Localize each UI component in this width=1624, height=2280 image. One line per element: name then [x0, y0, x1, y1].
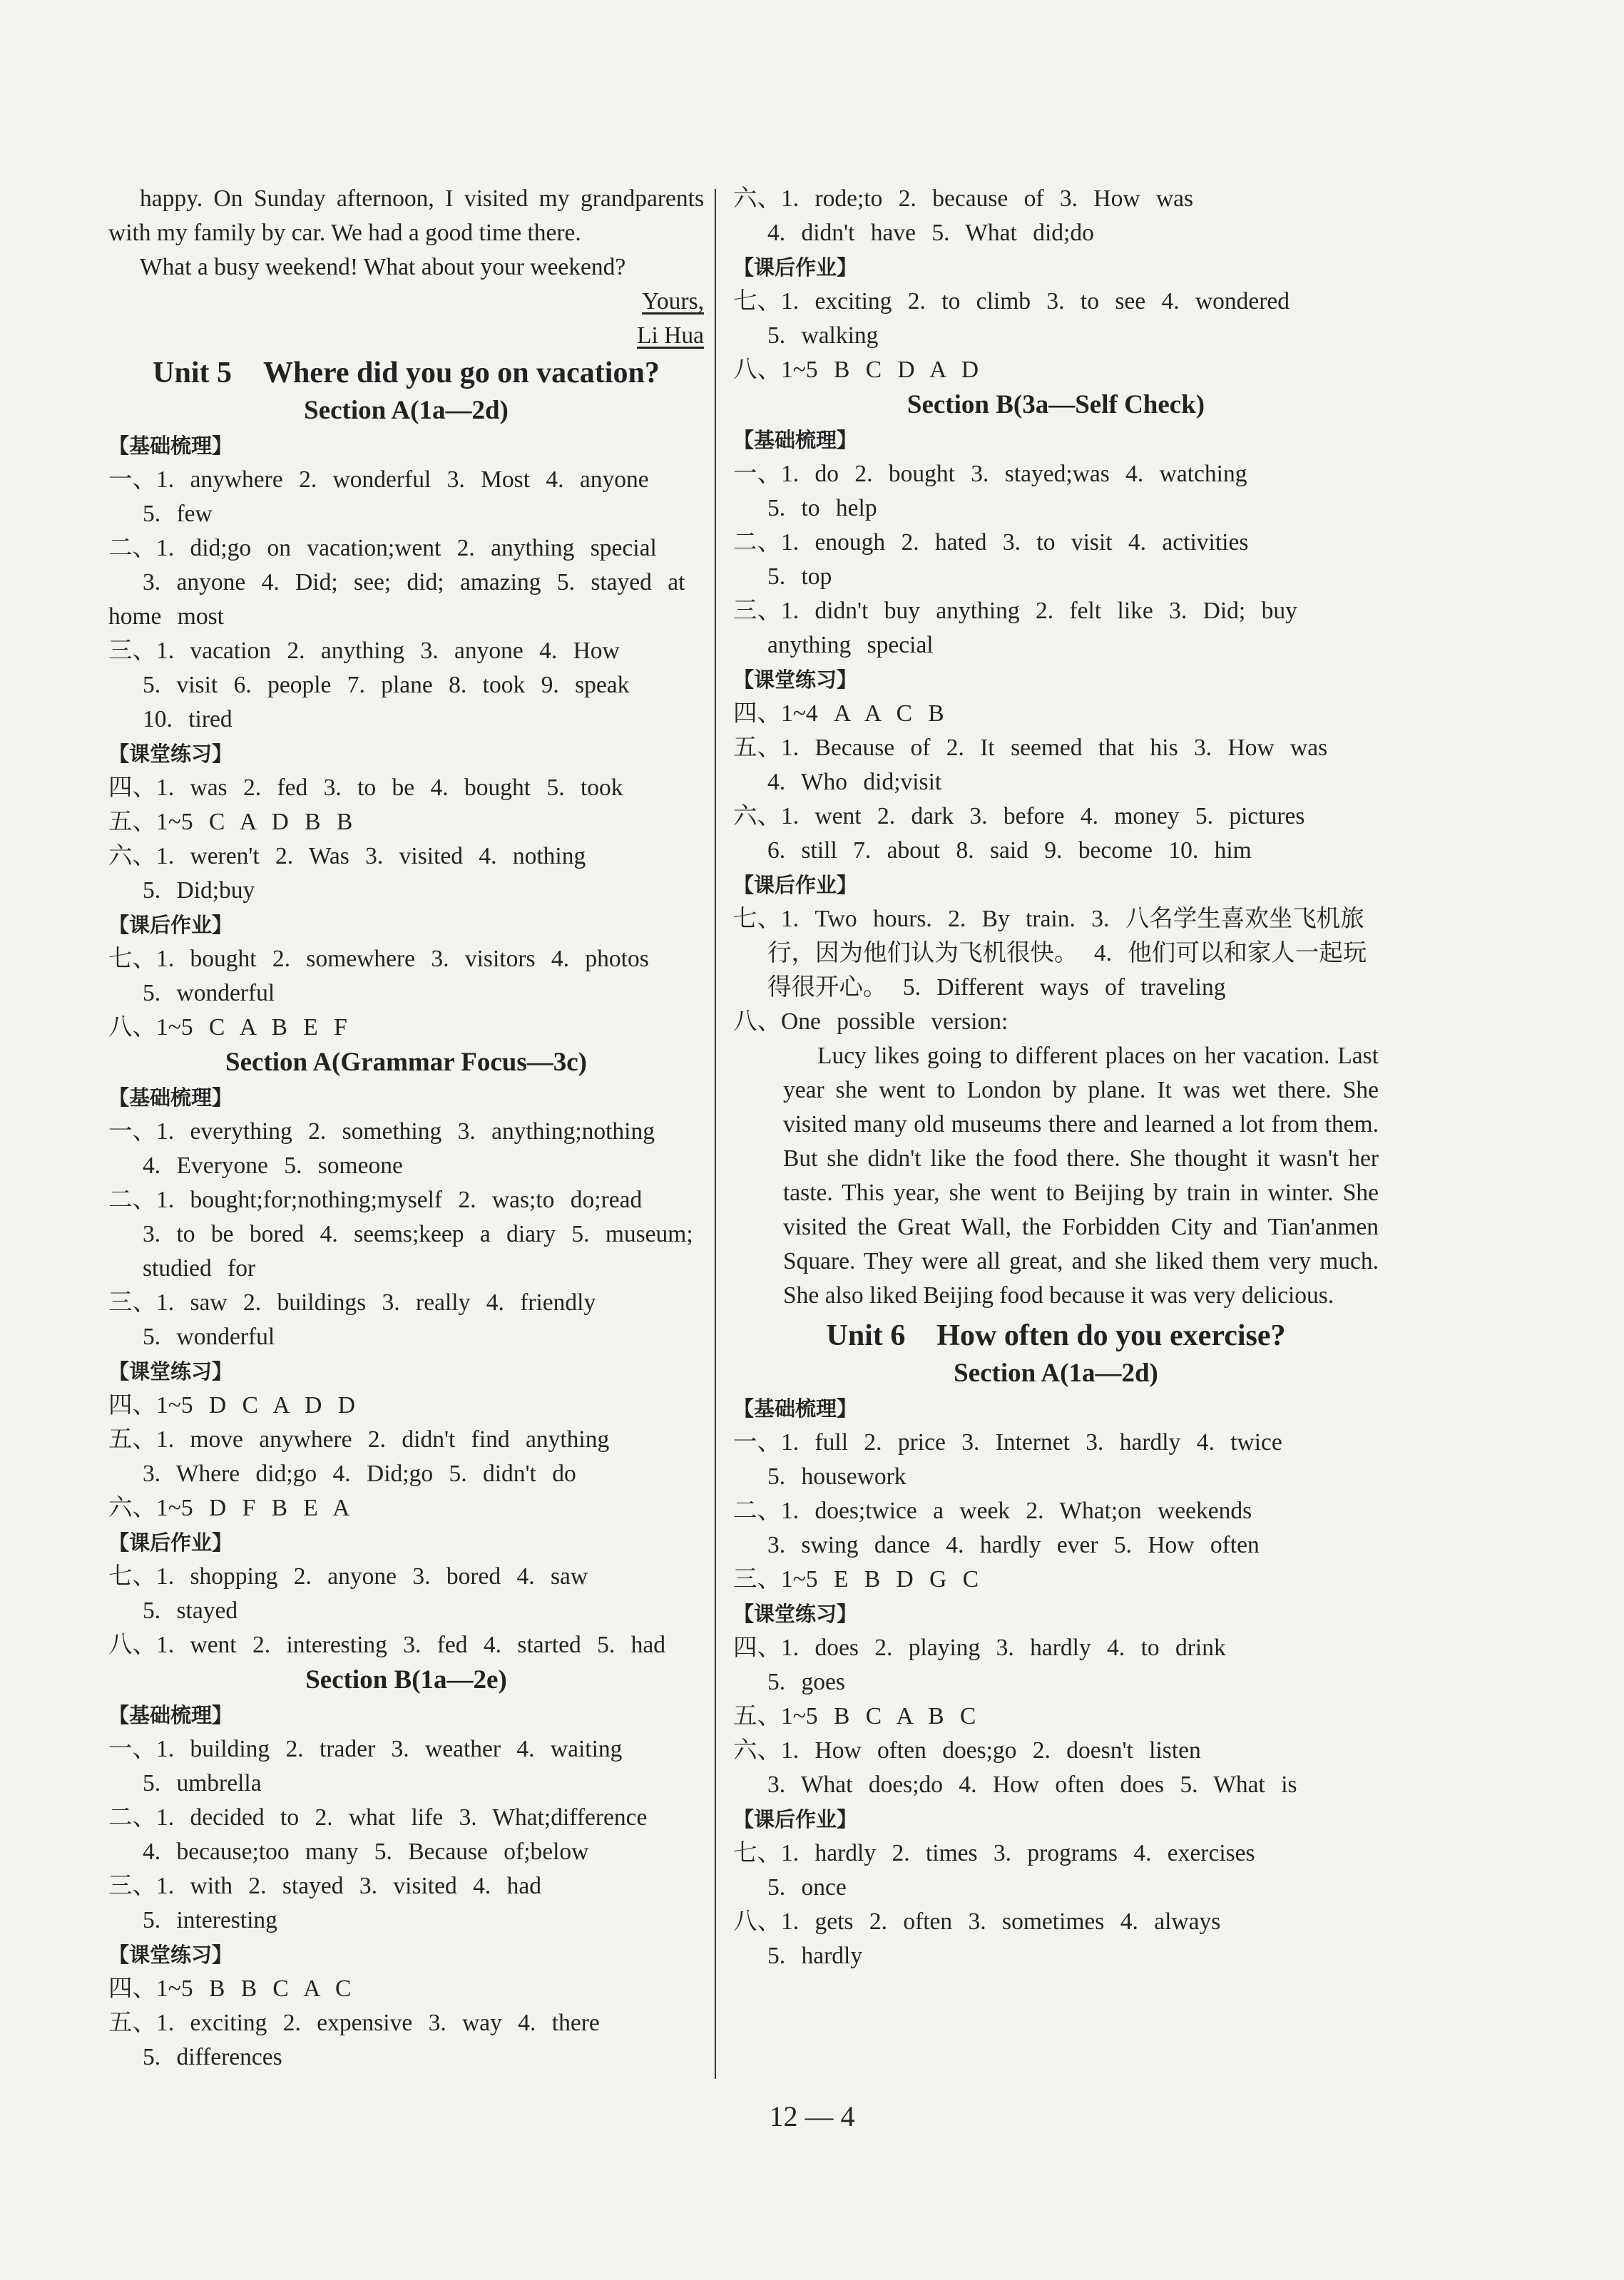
answer-line: 二、1. did;go on vacation;went 2. anything special	[108, 535, 657, 561]
answer-line: 三、1~5 E B D G C	[733, 1566, 979, 1593]
answer-line: 5. few	[143, 501, 213, 527]
answer-line: 3. What does;do 4. How often does 5. What is	[767, 1772, 1297, 1798]
signature-text: Yours,	[642, 288, 704, 315]
answer-line: 5. differences	[143, 2044, 282, 2070]
answer-line: 4. didn't have 5. What did;do	[767, 220, 1094, 246]
answer-line: 八、1~5 C A B E F	[108, 1014, 347, 1041]
answer-line: 3. to be bored 4. seems;keep a diary 5. museum;	[143, 1221, 693, 1247]
answer-line: 一、1. do 2. bought 3. stayed;was 4. watching	[733, 461, 1247, 487]
answer-line: 5. goes	[767, 1669, 845, 1695]
answer-line: 一、1. full 2. price 3. Internet 3. hardly 4. twice	[733, 1429, 1282, 1456]
answer-line: 四、1~5 B B C A C	[108, 1975, 352, 2002]
answer-line: 3. anyone 4. Did; see; did; amazing 5. stayed at	[143, 569, 685, 595]
unit-heading	[733, 1316, 1379, 1356]
answer-line: 二、1. does;twice a week 2. What;on weekends	[733, 1498, 1252, 1524]
answer-line: 4. Everyone 5. someone	[143, 1152, 403, 1179]
answer-line: 10. tired	[143, 706, 233, 732]
section-label: 【课堂练习】	[733, 1602, 858, 1626]
letter-signature	[108, 319, 704, 353]
answer-line: 4. because;too many 5. Because of;below	[143, 1839, 589, 1865]
answer-line: 六、1. rode;to 2. because of 3. How was	[733, 185, 1194, 212]
answer-line: 三、1. vacation 2. anything 3. anyone 4. How	[108, 638, 620, 664]
answer-line: 七、1. exciting 2. to climb 3. to see 4. wondered	[733, 288, 1290, 315]
answer-line: 5. umbrella	[143, 1770, 262, 1796]
answer-line: 五、1~5 B C A B C	[733, 1703, 976, 1729]
answer-line: 5. visit 6. people 7. plane 8. took 9. speak	[143, 672, 630, 698]
unit-title: How often do you exercise?	[936, 1319, 1286, 1352]
unit-heading	[108, 353, 704, 393]
right-column	[733, 182, 1379, 1973]
answer-line: 5. wonderful	[143, 980, 275, 1006]
answer-line: 4. Who did;visit	[767, 769, 942, 795]
section-heading: Section A(1a—2d)	[304, 396, 509, 425]
section-label: 【课堂练习】	[108, 742, 233, 766]
section-label: 【课后作业】	[733, 255, 858, 280]
answer-line: 四、1. does 2. playing 3. hardly 4. to drink	[733, 1635, 1226, 1661]
answer-line: 5. interesting	[143, 1907, 277, 1933]
answer-line: 5. wonderful	[143, 1324, 275, 1350]
answer-line: 八、1~5 B C D A D	[733, 357, 979, 383]
letter-paragraph: What a busy weekend! What about your weekend?	[140, 254, 626, 280]
unit-title: Where did you go on vacation?	[263, 357, 660, 389]
answer-line: 5. Did;buy	[143, 877, 255, 904]
section-label: 【课后作业】	[108, 913, 233, 937]
answer-line: 5. housework	[767, 1463, 907, 1490]
answer-line: 五、1. Because of 2. It seemed that his 3. How was	[733, 735, 1328, 761]
section-label: 【基础梳理】	[108, 434, 233, 458]
answer-line: home most	[108, 603, 224, 630]
column-divider	[715, 189, 716, 2079]
section-label: 【课后作业】	[733, 1807, 858, 1831]
answer-line: 六、1. went 2. dark 3. before 4. money 5. pictures	[733, 803, 1305, 829]
answer-line: 5. stayed	[143, 1597, 238, 1624]
section-label: 【课堂练习】	[733, 668, 858, 692]
answer-line: 二、1. enough 2. hated 3. to visit 4. activities	[733, 529, 1249, 556]
answer-line: 二、1. decided to 2. what life 3. What;difference	[108, 1804, 648, 1831]
section-label: 【课后作业】	[108, 1530, 233, 1555]
answer-line: 五、1. exciting 2. expensive 3. way 4. there	[108, 2010, 600, 2036]
page-number: 12 — 4	[769, 2100, 855, 2132]
unit-number: Unit 6	[826, 1319, 906, 1352]
section-label: 【课堂练习】	[108, 1359, 233, 1384]
answer-line: 七、1. hardly 2. times 3. programs 4. exercises	[733, 1840, 1255, 1866]
section-label: 【课后作业】	[733, 873, 858, 897]
answer-line: 一、1. anywhere 2. wonderful 3. Most 4. anyone	[108, 466, 649, 493]
answer-line: 七、1. bought 2. somewhere 3. visitors 4. photos	[108, 946, 649, 972]
answer-line: anything special	[767, 632, 934, 658]
answer-line: 五、1~5 C A D B B	[108, 809, 353, 835]
answer-line: 四、1~4 A A C B	[733, 700, 944, 727]
answer-line: 四、1. was 2. fed 3. to be 4. bought 5. took	[108, 775, 623, 801]
answer-line: 七、1. shopping 2. anyone 3. bored 4. saw	[108, 1563, 588, 1590]
section-heading: Section B(3a—Self Check)	[907, 390, 1205, 419]
answer-line: 三、1. didn't buy anything 2. felt like 3. Did; buy	[733, 598, 1297, 624]
answer-line: 6. still 7. about 8. said 9. become 10. him	[767, 837, 1252, 864]
answer-line: 5. walking	[767, 322, 879, 349]
signature-text: Li Hua	[637, 322, 704, 349]
answer-line: 5. once	[767, 1874, 847, 1901]
section-label: 【基础梳理】	[108, 1085, 233, 1110]
answer-line: 5. top	[767, 563, 832, 590]
answer-line: 八、One possible version:	[733, 1008, 1008, 1035]
answer-line: 5. hardly	[767, 1943, 863, 1969]
section-label: 【课堂练习】	[108, 1943, 233, 1967]
answer-line: 三、1. with 2. stayed 3. visited 4. had	[108, 1873, 541, 1899]
answer-line: 三、1. saw 2. buildings 3. really 4. friendly	[108, 1289, 596, 1316]
section-label: 【基础梳理】	[733, 428, 858, 452]
answer-line: 一、1. everything 2. something 3. anything;nothing	[108, 1118, 655, 1145]
answer-line: 一、1. building 2. trader 3. weather 4. waiting	[108, 1736, 623, 1762]
letter-signature	[108, 285, 704, 319]
answer-line: studied for	[143, 1255, 256, 1282]
unit-number: Unit 5	[153, 357, 233, 389]
answer-line: 5. to help	[767, 495, 877, 521]
section-label: 【基础梳理】	[108, 1703, 233, 1727]
section-heading: Section B(1a—2e)	[305, 1665, 507, 1694]
answer-line: 四、1~5 D C A D D	[108, 1392, 355, 1418]
answer-line: 3. swing dance 4. hardly ever 5. How often	[767, 1532, 1260, 1558]
answer-line: 八、1. went 2. interesting 3. fed 4. started 5. had	[108, 1632, 665, 1658]
section-heading: Section A(Grammar Focus—3c)	[225, 1048, 587, 1077]
answer-line: 3. Where did;go 4. Did;go 5. didn't do	[143, 1461, 576, 1487]
answer-line: 七、1. Two hours. 2. By train. 3. 八名学生喜欢坐飞机旅行，因为他们认为飞机很快。 4. 他们可以和家人一起玩得很开心。 5. Different ways of traveling	[733, 906, 1367, 1001]
answer-line: 六、1~5 D F B E A	[108, 1495, 350, 1521]
section-label: 【基础梳理】	[733, 1396, 858, 1421]
left-column	[108, 182, 704, 2075]
answer-line: 六、1. weren't 2. Was 3. visited 4. nothing	[108, 843, 586, 869]
answer-line: 二、1. bought;for;nothing;myself 2. was;to do;read	[108, 1187, 643, 1213]
answer-line: 八、1. gets 2. often 3. sometimes 4. always	[733, 1908, 1221, 1935]
letter-paragraph: happy. On Sunday afternoon, I visited my grandparents with my family by car. We had a good time there.	[108, 185, 704, 246]
answer-line: 六、1. How often does;go 2. doesn't listen	[733, 1737, 1201, 1764]
model-essay: Lucy likes going to different places on her vacation. Last year she went to London by plane. It was wet there. She visited many old museums there and learned a lot from them. But she didn't like the food there. She thought it wasn't her taste. This year, she went to Beijing by train in winter. She visited the Great Wall, the Forbidden City and Tian'anmen Square. They were all great, and she liked them very much. She also liked Beijing food because it was very delicious.	[783, 1043, 1379, 1309]
answer-line: 五、1. move anywhere 2. didn't find anything	[108, 1426, 610, 1453]
section-heading: Section A(1a—2d)	[954, 1359, 1158, 1388]
